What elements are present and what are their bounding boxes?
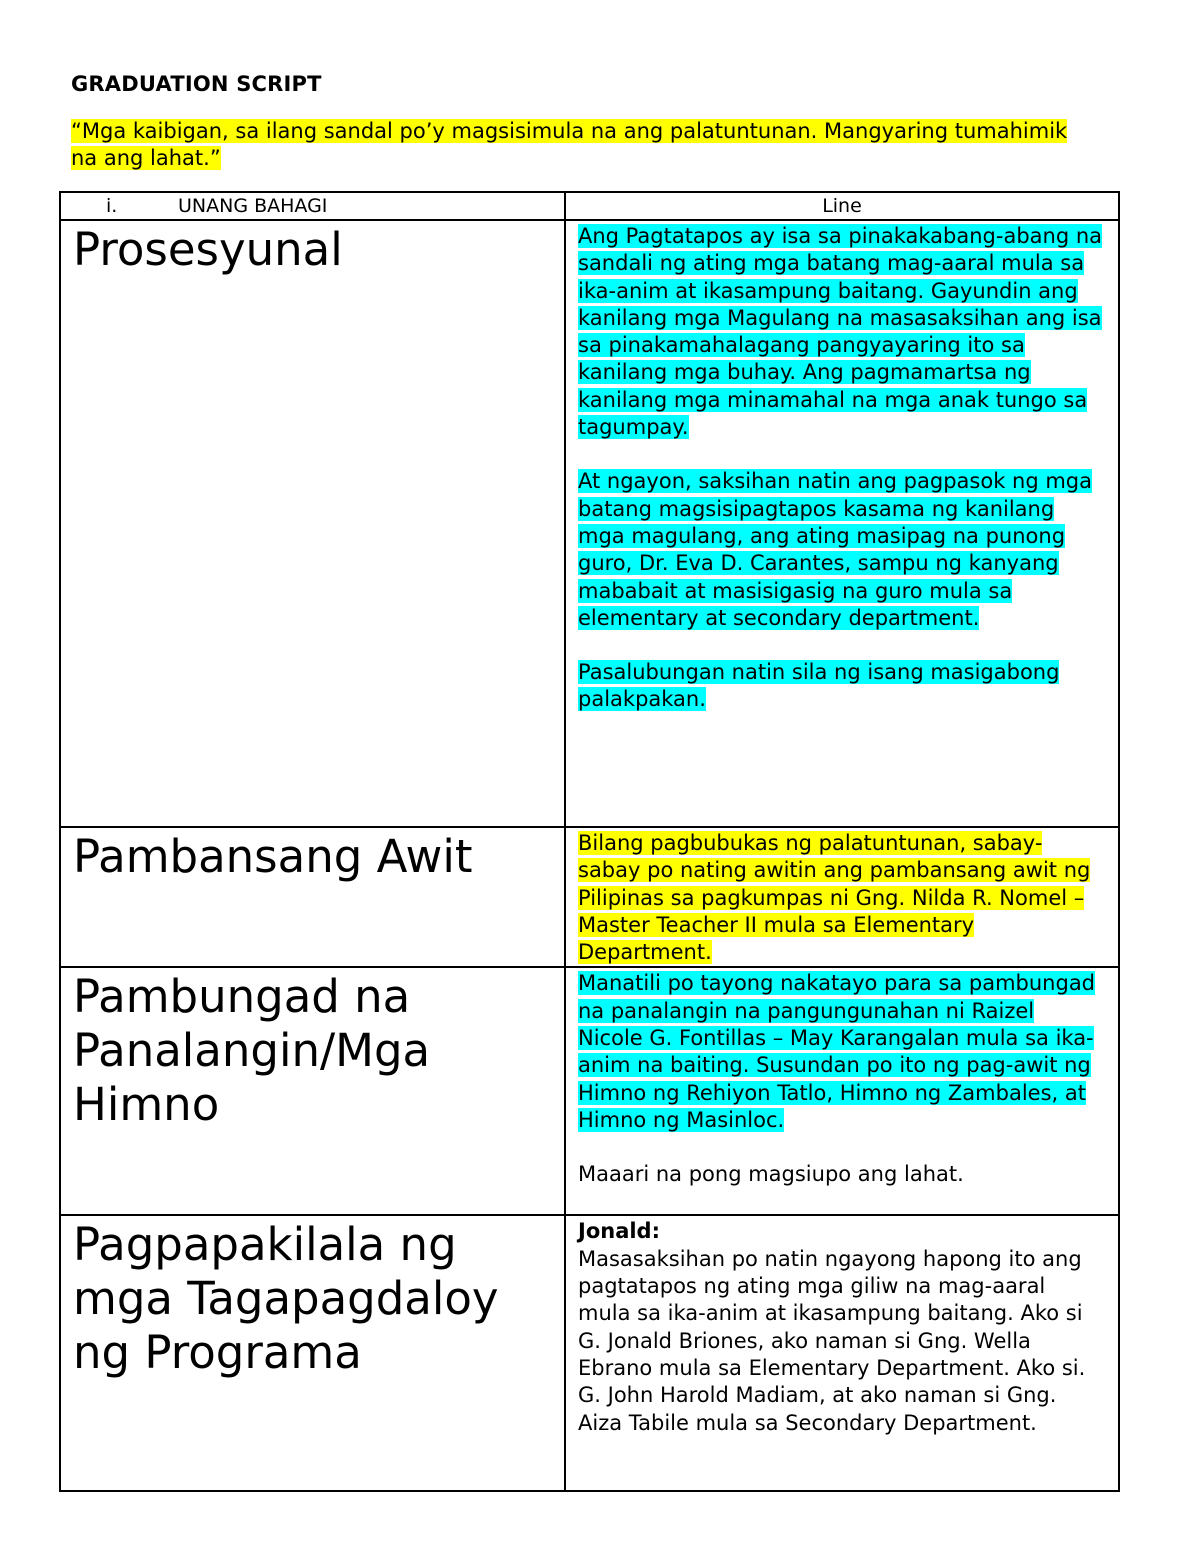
part-prosesyunal: Prosesyunal: [60, 220, 565, 827]
table-row: [60, 1215, 1119, 1491]
part-pagpapakilala: Pagpapakilala ng mga Tagapagdaloy ng Programa: [60, 1215, 565, 1491]
line-prosesyunal: [565, 220, 1119, 827]
line-paragraph: Ang Pagtatapos ay isa sa pinakakabang-abang na sandali ng ating mga batang mag-aaral mula sa ika-anim at ikasampung baitang. Gayundin ang kanilang mga Magulang na masasaksihan ang isa sa pinakamahalagang pangyayaring ito sa kanilang mga buhay. Ang pagmamartsa ng kanilang mga minamahal na mga anak tungo sa tagumpay.: [578, 224, 1103, 440]
header-section-cell: [60, 192, 565, 220]
script-table: [59, 191, 1120, 1492]
line-paragraph: Masasaksihan po natin ngayong hapong ito ang pagtatapos ng ating mga giliw na mag-aaral mula sa ika-anim at ikasampung baitang. Ako si G. Jonald Briones, ako naman si Gng. Wella Ebrano mula sa Elementary Department. Ako si. G. John Harold Madiam, at ako naman si Gng. Aiza Tabile mula sa Secondary Department.: [578, 1246, 1086, 1435]
table-header-row: [60, 192, 1119, 220]
intro-quote-text: “Mga kaibigan, sa ilang sandal po’y magsisimula na ang palatuntunan. Mangyaring tumahimik na ang lahat.”: [71, 119, 1068, 170]
speaker-label: Jonald:: [578, 1219, 660, 1244]
line-pagpapakilala: [565, 1215, 1119, 1491]
header-number: i.: [106, 195, 118, 217]
document-title: GRADUATION SCRIPT: [71, 72, 322, 96]
table-row: [60, 220, 1119, 827]
part-pambungad-na-panalangin: Pambungad na Panalangin/Mga Himno: [60, 967, 565, 1215]
line-paragraph: Manatili po tayong nakatayo para sa pambungad na panalangin na pangungunahan ni Raizel Nicole G. Fontillas – May Karangalan mula sa ika-anim na baiting. Susundan po ito ng pag-awit ng Himno ng Rehiyon Tatlo, Himno ng Zambales, at Himno ng Masinloc.: [578, 971, 1096, 1132]
line-pambungad-na-panalangin: [565, 967, 1119, 1215]
part-pambansang-awit: Pambansang Awit: [60, 827, 565, 967]
line-paragraph: Bilang pagbubukas ng palatuntunan, sabay-sabay po nating awitin ang pambansang awit ng Pilipinas sa pagkumpas ni Gng. Nilda R. Nomel – Master Teacher II mula sa Elementary Department.: [578, 831, 1091, 965]
table-row: [60, 967, 1119, 1215]
line-paragraph: Pasalubungan natin sila ng isang masigabong palakpakan.: [578, 660, 1060, 712]
intro-quote: [71, 118, 1081, 172]
table-row: [60, 827, 1119, 967]
line-paragraph: At ngayon, saksihan natin ang pagpasok ng mga batang magsisipagtapos kasama ng kanilang mga magulang, ang ating masipag na punong guro, Dr. Eva D. Carantes, sampu ng kanyang mababait at masisigasig na guro mula sa elementary at secondary department.: [578, 469, 1092, 630]
line-paragraph: Maaari na pong magsiupo ang lahat.: [578, 1162, 964, 1187]
line-pambansang-awit: [565, 827, 1119, 967]
header-section-label: UNANG BAHAGI: [178, 195, 328, 217]
header-line-label: Line: [565, 192, 1119, 220]
